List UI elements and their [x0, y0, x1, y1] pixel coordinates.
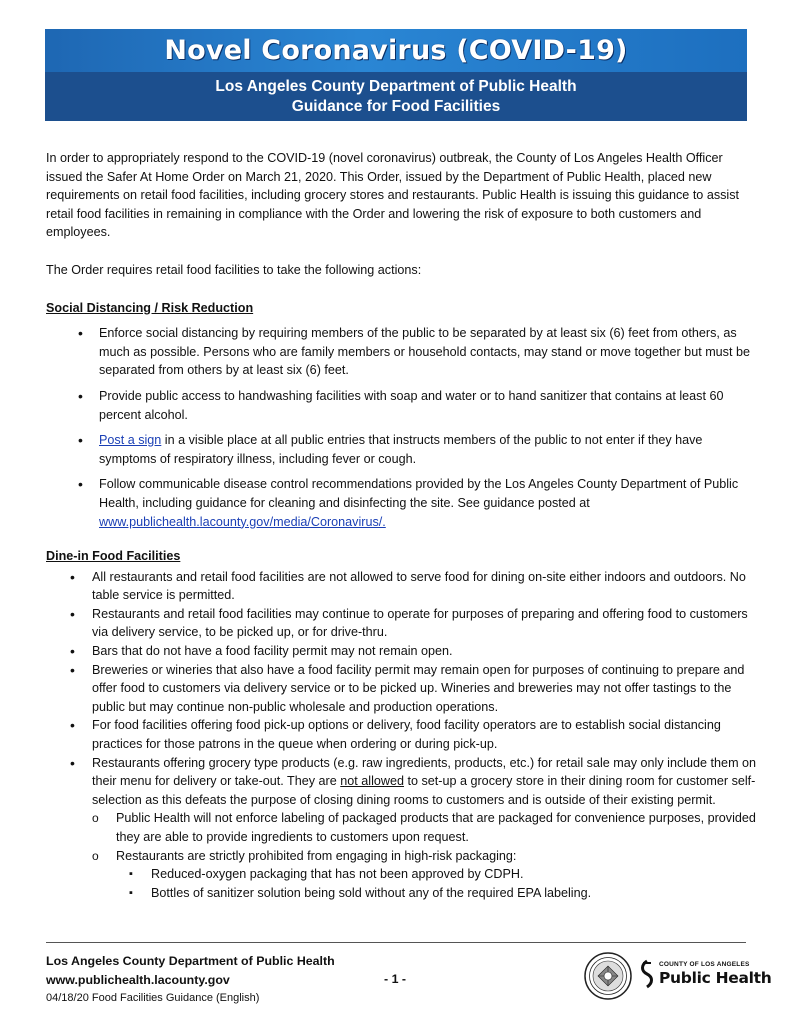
list-item-text: to set-up a grocery store in their dining room for customer self-selection as this defeats the purpose of closing dining rooms to customers and is outside of their existing permit.	[92, 774, 756, 807]
subtitle-line-1: Los Angeles County Department of Public Health	[215, 77, 577, 95]
list-item	[46, 716, 758, 753]
list-item-text: Restaurants offering grocery type products (e.g. raw ingredients, products, etc.) for retail sale may only include them on their menu for delivery or take-out. They are	[92, 755, 757, 789]
order-paragraph: The Order requires retail food facilities to take the following actions:	[46, 262, 422, 277]
list-item-text: All restaurants and retail food facilities are not allowed to serve food for dining on-site either indoors and outdoors. No table service is permitted.	[92, 569, 746, 603]
social-distancing-heading: Social Distancing / Risk Reduction	[46, 300, 254, 315]
list-item	[46, 642, 758, 661]
footer-url: www.publichealth.lacounty.gov	[46, 973, 230, 987]
subtitle-bar	[45, 72, 747, 121]
footer-divider	[46, 942, 746, 943]
nested-list-item-text: Bottles of sanitizer solution being sold without any of the required EPA labeling.	[151, 885, 592, 900]
list-item	[46, 387, 758, 424]
public-health-mark-icon	[637, 959, 657, 989]
title-bar	[45, 29, 747, 72]
sub-list-item-text: Restaurants are strictly prohibited from engaging in high-risk packaging:	[116, 848, 517, 863]
nested-sub-list	[116, 865, 758, 902]
list-item-text: Follow communicable disease control recommendations provided by the Los Angeles County Department of Public Health, including guidance for cleaning and disinfecting the site. See guidance posted at	[99, 477, 739, 510]
sub-list	[92, 809, 758, 902]
footer-department: Los Angeles County Department of Public Health	[46, 954, 335, 968]
document-body	[46, 149, 758, 902]
sub-list-item	[92, 809, 758, 846]
page-number: - 1 -	[384, 972, 407, 986]
logo-public-health-text: Public Health	[659, 969, 772, 987]
dine-in-list	[46, 568, 758, 903]
list-item	[46, 661, 758, 717]
list-item	[46, 605, 758, 642]
sub-list-item-text: Public Health will not enforce labeling of packaged products that are packaged for convenience purposes, provided they are able to provide ingredients to customers upon request.	[116, 811, 756, 844]
list-item	[46, 754, 758, 903]
list-item	[46, 324, 758, 380]
post-a-sign-link[interactable]: Post a sign	[99, 433, 162, 448]
county-seal-icon	[584, 952, 632, 1000]
list-item-text: For food facilities offering food pick-up options or delivery, food facility operators are to establish social distancing practices for those patrons in the queue when ordering or during pick-up.	[92, 718, 721, 752]
list-item	[46, 431, 758, 468]
nested-list-item	[116, 884, 758, 903]
list-item-text: Provide public access to handwashing facilities with soap and water or to hand sanitizer that contains at least 60 percent alcohol.	[99, 388, 724, 422]
nested-list-item	[116, 865, 758, 884]
social-distancing-list	[46, 324, 758, 531]
sub-list-item	[92, 847, 758, 903]
intro-paragraph: In order to appropriately respond to the COVID-19 (novel coronavirus) outbreak, the County of Los Angeles Health Officer issued the Safer At Home Order on March 21, 2020. This Order, issued by the Department of Public Health, placed new requirements on retail food facilities, including grocery stores and restaurants. Public Health is issuing this guidance to assist retail food facilities in remaining in compliance with the Order and lowering the risk of exposure to both customers and employees.	[46, 151, 740, 240]
public-health-logo	[637, 955, 772, 995]
page-title: Novel Coronavirus (COVID-19)	[164, 35, 628, 66]
guidance-url-link[interactable]: www.publichealth.lacounty.gov/media/Coronavirus/.	[99, 514, 386, 529]
nested-list-item-text: Reduced-oxygen packaging that has not been approved by CDPH.	[151, 867, 524, 882]
footer-info	[46, 952, 335, 1007]
logo-county-text: COUNTY OF LOS ANGELES	[659, 961, 750, 968]
dine-in-heading: Dine-in Food Facilities	[46, 549, 181, 564]
emphasis-not-allowed: not allowed	[340, 774, 404, 789]
list-item-text: Restaurants and retail food facilities may continue to operate for purposes of preparing and offering food to customers via delivery service, to be picked up, or for drive-thru.	[92, 606, 748, 640]
list-item-text: Bars that do not have a food facility permit may not remain open.	[92, 644, 453, 659]
list-item	[46, 475, 758, 531]
list-item-text: in a visible place at all public entries that instructs members of the public to not enter if they have symptoms of respiratory illness, including fever or cough.	[99, 433, 703, 466]
list-item-text: Enforce social distancing by requiring members of the public to be separated by at least six (6) feet from others, as much as possible. Persons who are family members or household contacts, may stand or move together but must be separated from others by at least six (6) feet.	[99, 326, 750, 378]
list-item	[46, 568, 758, 605]
list-item-text: Breweries or wineries that also have a food facility permit may remain open for purposes of continuing to prepare and offer food to customers via delivery service or to be picked up. Wineries and breweries may not offer tastings to the public but may continue non-public wholesale and production operations.	[92, 662, 745, 714]
header-banner	[45, 29, 747, 121]
footer-doc-info: 04/18/20 Food Facilities Guidance (English)	[46, 992, 260, 1004]
subtitle-line-2: Guidance for Food Facilities	[291, 97, 501, 115]
